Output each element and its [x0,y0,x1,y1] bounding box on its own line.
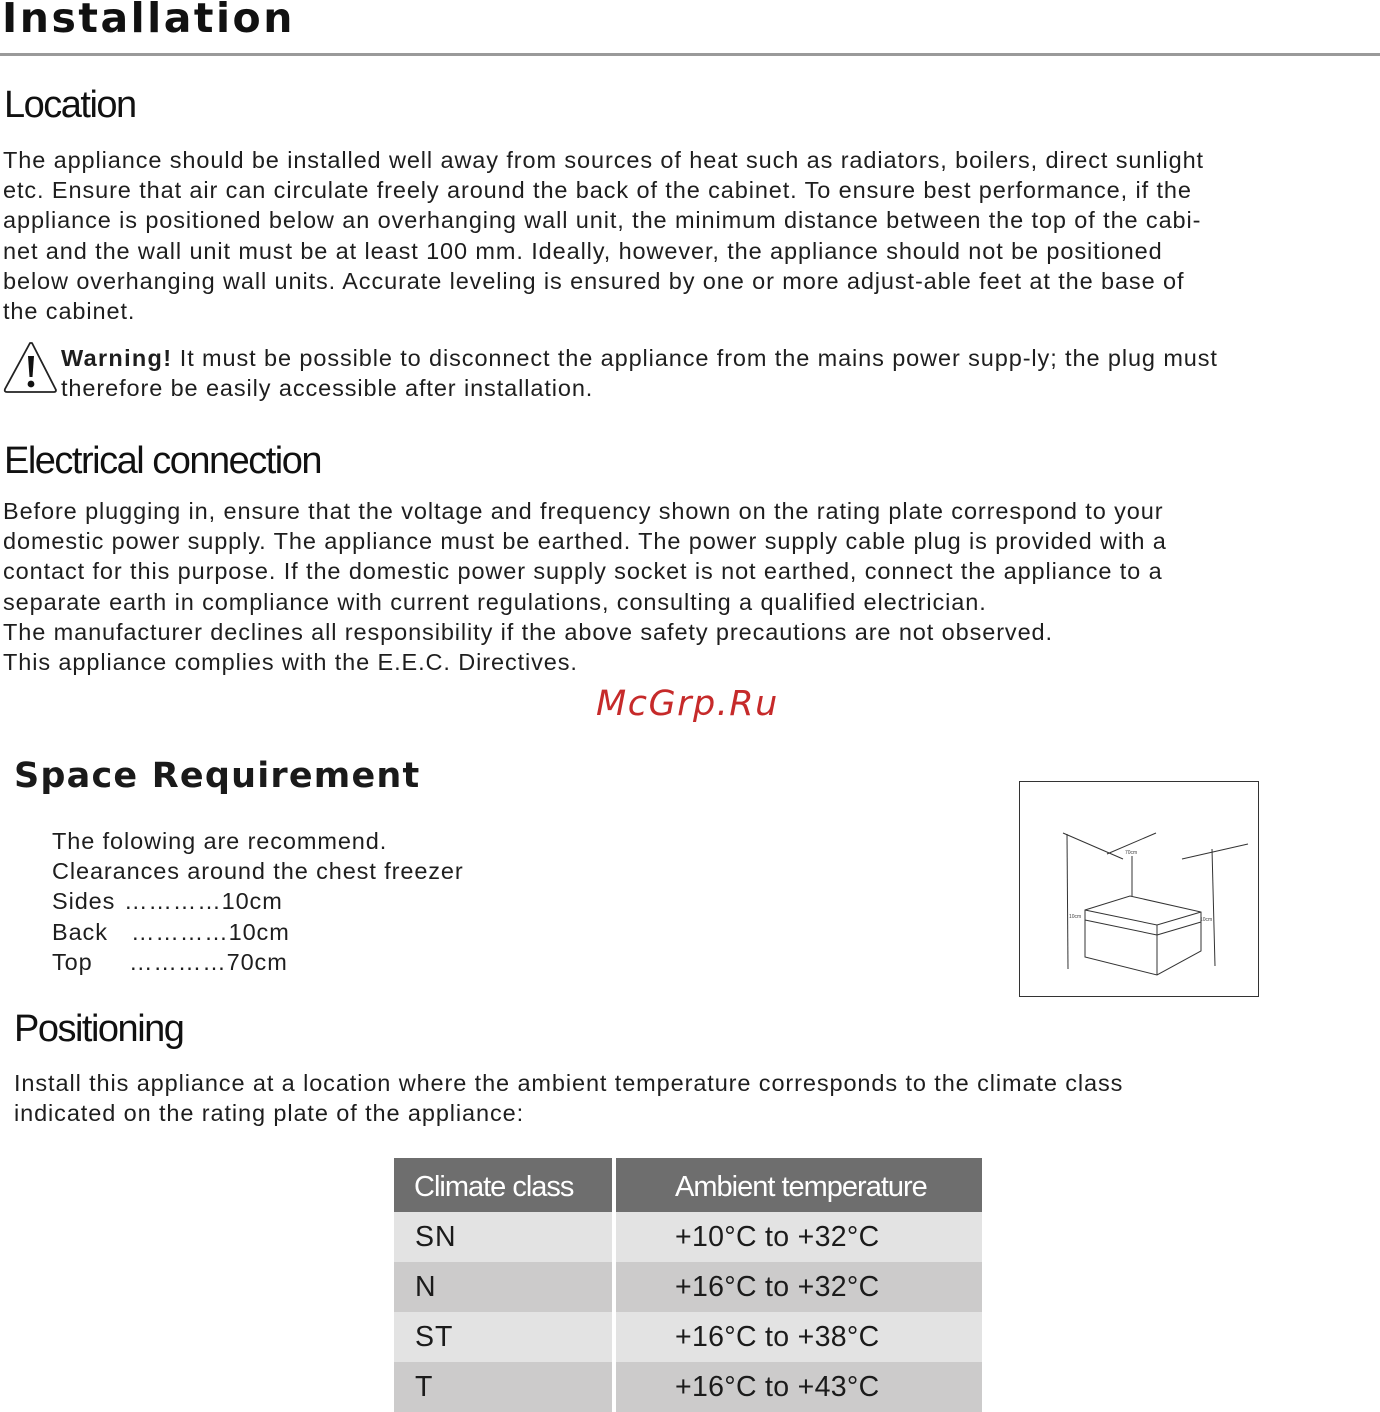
clearance-item-back [52,917,464,947]
climate-class-cell: SN [394,1212,614,1262]
clearance-label: Back [52,918,108,945]
positioning-line: indicated on the rating plate of the appliance: [14,1100,525,1127]
electrical-line: Before plugging in, ensure that the voltage and frequency shown on the rating plate correspond to your [3,498,1164,524]
clearance-dots: ………… [131,918,229,945]
header-climate-class: Climate class [394,1158,614,1212]
warning-line: It must be possible to disconnect the appliance from the mains power supp-ly; the plug must [172,345,1218,371]
table-header-row [394,1158,982,1212]
temperature-range-cell: +10°C to +32°C [614,1212,982,1262]
clearance-item-top [52,947,464,977]
clearance-value: 70cm [226,948,288,975]
temperature-range-cell: +16°C to +43°C [614,1362,982,1412]
clearance-dots: ………… [129,948,227,975]
electrical-line: This appliance complies with the E.E.C. Directives. [3,649,578,676]
clearance-item-sides [52,886,464,916]
header-ambient-temperature: Ambient temperature [614,1158,982,1212]
page-title: Installation [2,0,295,42]
electrical-line: contact for this purpose. If the domestic power supply socket is not earthed, connect the appliance to a [3,558,1163,585]
clearance-intro: The folowing are recommend. [52,828,388,854]
table-row [394,1312,982,1362]
clearance-value: 10cm [228,918,290,945]
climate-class-cell: T [394,1362,614,1412]
temperature-range-cell: +16°C to +38°C [614,1312,982,1362]
location-line: appliance is positioned below an overhanging wall unit, the minimum distance between the top of the cabi- [3,207,1202,234]
positioning-paragraph [14,1068,1123,1128]
location-line: the cabinet. [3,298,136,325]
electrical-line: The manufacturer declines all responsibility if the above safety precautions are not observed. [3,618,1053,645]
right-clearance-label: 10cm [1200,917,1213,923]
space-requirement-heading: Space Requirement [14,756,421,796]
location-line: net and the wall unit must be at least 100 mm. Ideally, however, the appliance should not be positioned [3,237,1163,264]
location-heading: Location [4,84,136,126]
electrical-line: separate earth in compliance with current regulations, consulting a qualified electrician. [3,588,987,615]
title-divider [0,53,1380,56]
warning-triangle-icon [2,340,58,394]
positioning-line: Install this appliance at a location where the ambient temperature corresponds to the climate class [14,1070,1124,1096]
left-clearance-label: 10cm [1069,914,1082,920]
location-line: The appliance should be installed well away from sources of heat such as radiators, boilers, direct sunlight [3,147,1204,173]
clearance-subtitle: Clearances around the chest freezer [52,858,464,885]
warning-notice [61,343,1218,403]
location-line: below overhanging wall units. Accurate leveling is ensured by one or more adjust-able feet at the base of [3,267,1185,294]
clearance-list [52,826,464,977]
positioning-heading: Positioning [14,1008,184,1050]
warning-line: therefore be easily accessible after installation. [61,375,594,402]
climate-class-table [394,1158,982,1412]
warning-label: Warning! [61,345,173,371]
location-paragraph [3,145,1204,326]
climate-class-cell: ST [394,1312,614,1362]
clearance-diagram-drawing [1020,782,1258,996]
clearance-diagram [1019,781,1259,997]
clearance-label: Top [52,948,93,975]
electrical-line: domestic power supply. The appliance must be earthed. The power supply cable plug is provided with a [3,528,1167,555]
table-row [394,1212,982,1262]
electrical-paragraph [3,496,1167,677]
electrical-heading: Electrical connection [4,440,322,482]
table-row [394,1362,982,1412]
temperature-range-cell: +16°C to +32°C [614,1262,982,1312]
clearance-dots: ………… [124,888,222,915]
location-line: etc. Ensure that air can circulate freely around the back of the cabinet. To ensure best performance, if the [3,177,1192,204]
watermark: McGrp.Ru [596,684,779,724]
climate-class-cell: N [394,1262,614,1312]
clearance-label: Sides [52,888,116,915]
table-row [394,1262,982,1312]
top-clearance-label: 70cm [1125,850,1138,856]
clearance-value: 10cm [221,888,283,915]
